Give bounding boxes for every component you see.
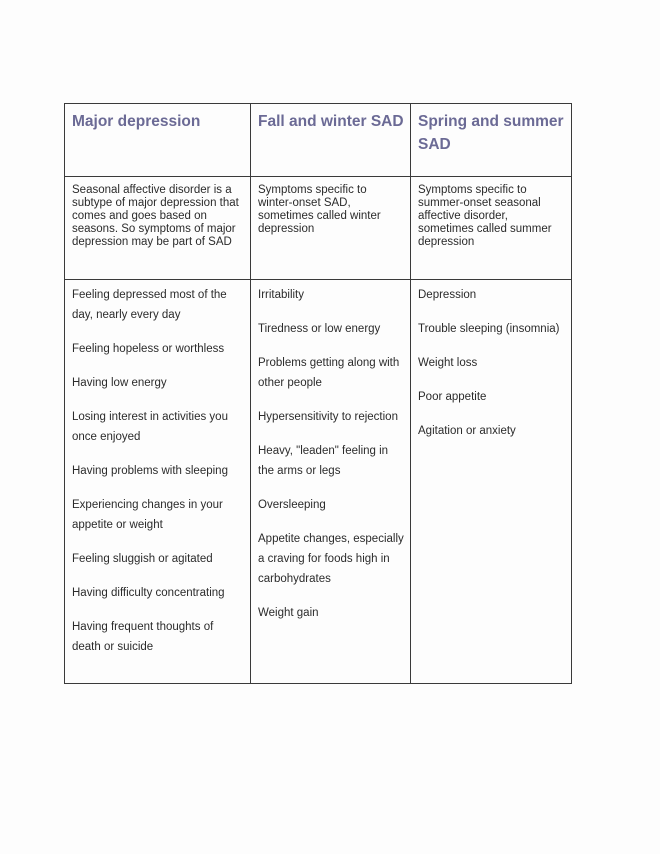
symptoms-row — [65, 280, 572, 684]
list-item: Having difficulty concentrating — [72, 587, 225, 599]
list-item: Feeling hopeless or worthless — [72, 343, 225, 355]
list-item: Trouble sleeping (insomnia) — [418, 323, 560, 335]
symptoms-spring-summer-sad — [411, 280, 572, 684]
list-item: Agitation or anxiety — [418, 425, 516, 437]
list-item: Oversleeping — [258, 499, 326, 511]
list-item: Having problems with sleeping — [72, 465, 228, 477]
symptoms-major-depression — [65, 280, 251, 684]
header-major-depression: Major depression — [65, 104, 251, 177]
symptom-list-major — [72, 285, 244, 657]
symptoms-fall-winter-sad — [251, 280, 411, 684]
header-row — [65, 104, 572, 177]
header-fall-winter-sad: Fall and winter SAD — [251, 104, 411, 177]
intro-spring-summer-sad: Symptoms specific to summer-onset seasonal affective disorder, sometimes called summer depression — [411, 177, 572, 280]
list-item: Experiencing changes in your appetite or weight — [72, 499, 223, 531]
list-item: Having low energy — [72, 377, 167, 389]
header-spring-summer-sad: Spring and summer SAD — [411, 104, 572, 177]
list-item: Weight loss — [418, 357, 478, 369]
intro-fall-winter-sad: Symptoms specific to winter-onset SAD, sometimes called winter depression — [251, 177, 411, 280]
list-item: Feeling sluggish or agitated — [72, 553, 213, 565]
list-item: Weight gain — [258, 607, 319, 619]
list-item: Depression — [418, 289, 477, 301]
intro-major-depression: Seasonal affective disorder is a subtype of major depression that comes and goes based on seasons. So symptoms of major depression may be part of SAD — [65, 177, 251, 280]
list-item: Irritability — [258, 289, 305, 301]
list-item: Feeling depressed most of the day, nearly every day — [72, 289, 227, 321]
list-item: Poor appetite — [418, 391, 487, 403]
symptom-list-spring-summer — [418, 285, 565, 441]
list-item: Hypersensitivity to rejection — [258, 411, 398, 423]
sad-comparison-table — [64, 103, 572, 684]
list-item: Problems getting along with other people — [258, 357, 400, 389]
intro-row — [65, 177, 572, 280]
list-item: Heavy, "leaden" feeling in the arms or legs — [258, 445, 389, 477]
list-item: Appetite changes, especially a craving for foods high in carbohydrates — [258, 533, 404, 585]
list-item: Tiredness or low energy — [258, 323, 381, 335]
list-item: Losing interest in activities you once enjoyed — [72, 411, 228, 443]
list-item: Having frequent thoughts of death or suicide — [72, 621, 214, 653]
symptom-list-fall-winter — [258, 285, 404, 623]
